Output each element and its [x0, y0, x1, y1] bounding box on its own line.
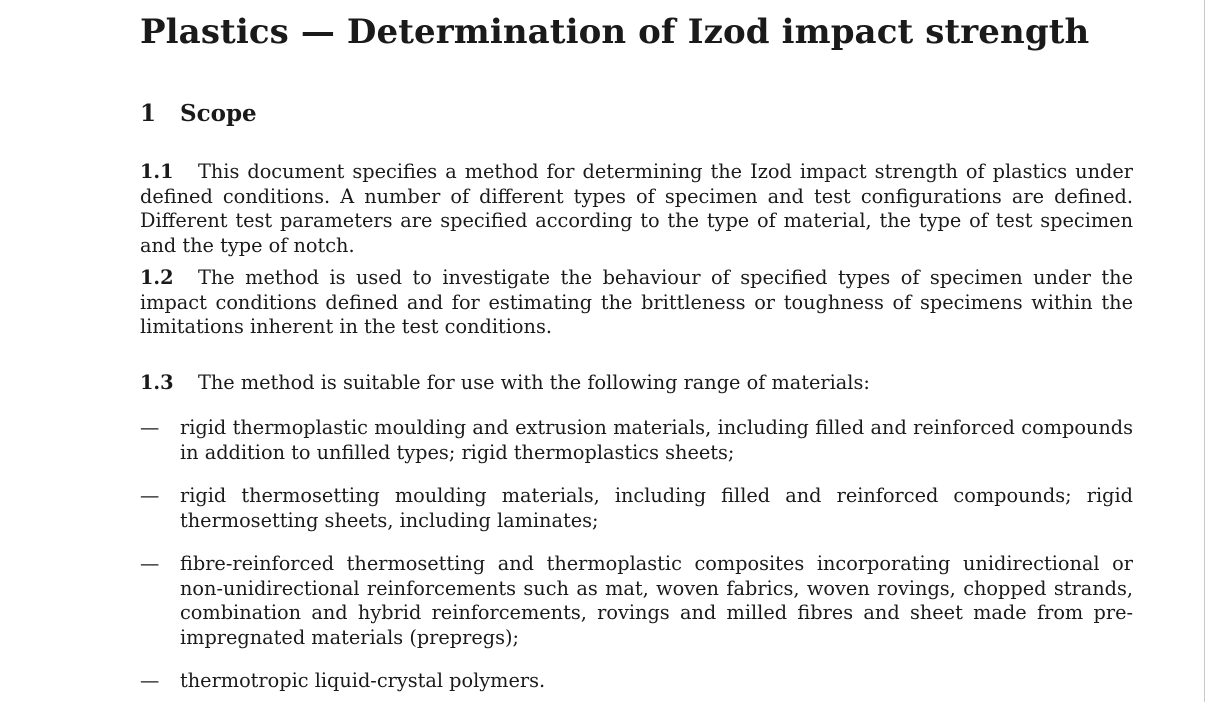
clause-text: The method is used to investigate the behaviour of specified types of specimen under the impact conditions defined and for estimating the brittleness or toughness of specimens within the limitations inherent in the test conditions.	[140, 266, 1133, 338]
section-number: 1	[140, 100, 157, 127]
page-title: Plastics — Determination of Izod impact strength	[140, 12, 1090, 52]
list-item	[140, 669, 1133, 694]
clause-1-2	[140, 266, 1133, 340]
list-dash: —	[140, 416, 160, 439]
section-heading	[140, 97, 257, 131]
list-item-text: rigid thermosetting moulding materials, including filled and reinforced compounds; rigid thermosetting sheets, including laminates;	[180, 484, 1133, 532]
list-item-text: fibre-reinforced thermosetting and thermoplastic composites incorporating unidirectional or non-unidirectional reinforcements such as mat, woven fabrics, woven rovings, chopped strands, combination and hybrid reinforcements, rovings and milled fibres and sheet made from pre-impregnated materials (prepregs);	[180, 552, 1133, 649]
clause-number: 1.3	[140, 371, 174, 394]
list-item-text: thermotropic liquid-crystal polymers.	[180, 669, 546, 692]
list-item	[140, 552, 1133, 650]
list-item-text: rigid thermoplastic moulding and extrusion materials, including filled and reinforced compounds in addition to unfilled types; rigid thermoplastics sheets;	[180, 416, 1133, 464]
section-title: Scope	[180, 100, 257, 127]
clause-number: 1.2	[140, 266, 174, 289]
page-edge	[1204, 0, 1205, 702]
clause-text: The method is suitable for use with the following range of materials:	[198, 371, 870, 394]
list-dash: —	[140, 552, 160, 575]
list-item	[140, 416, 1133, 465]
clause-text: This document specifies a method for determining the Izod impact strength of plastics under defined conditions. A number of different types of specimen and test configurations are defined. Different test parameters are specified according to the type of material, the type of test specimen and the type of notch.	[140, 160, 1133, 257]
clause-1-3	[140, 371, 1133, 396]
list-item	[140, 484, 1133, 533]
clause-1-1	[140, 160, 1133, 258]
clause-number: 1.1	[140, 160, 174, 183]
list-dash: —	[140, 669, 160, 692]
list-dash: —	[140, 484, 160, 507]
